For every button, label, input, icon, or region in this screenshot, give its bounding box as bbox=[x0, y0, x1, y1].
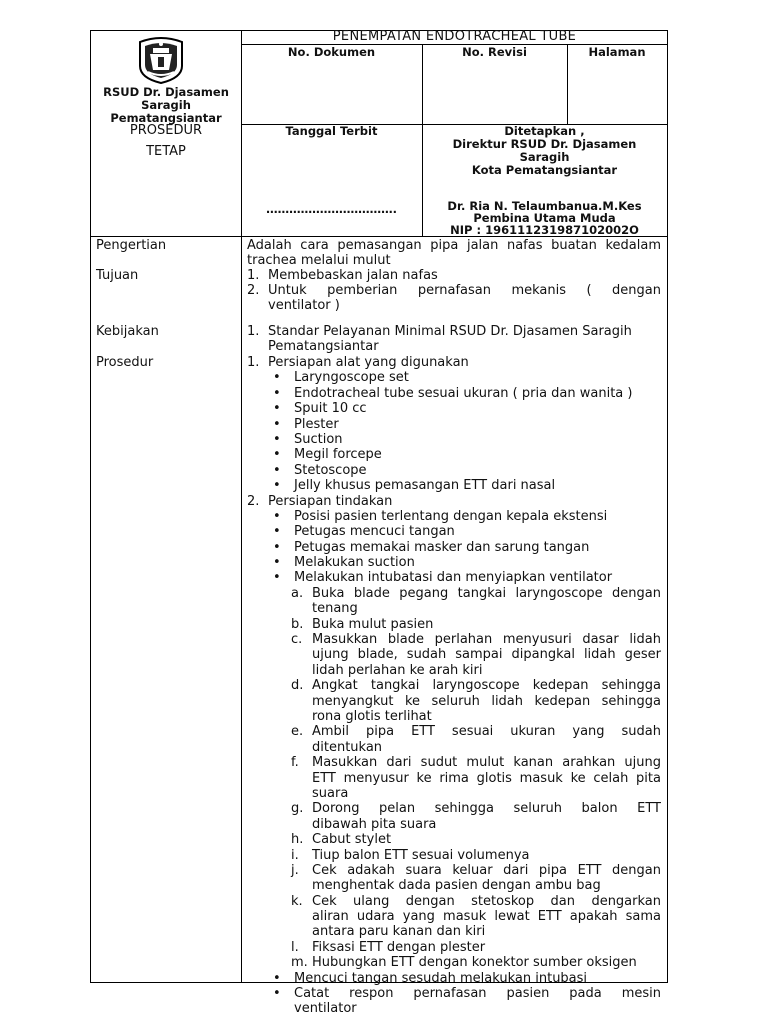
alat-item bbox=[247, 401, 667, 416]
hospital-name-line2: Saragih bbox=[141, 98, 191, 112]
pengertian-label: Pengertian bbox=[96, 238, 167, 253]
alat-item bbox=[247, 463, 667, 478]
step-text: Masukkan blade perlahan menyusuri dasar lidah bbox=[312, 632, 661, 648]
bullet-icon: • bbox=[273, 570, 281, 586]
signatory-rank: Pembina Utama Muda bbox=[473, 211, 616, 225]
step-text: Angkat tangkai laryngoscope kedepan sehingga bbox=[312, 678, 661, 694]
step-text: Cabut stylet bbox=[312, 832, 392, 848]
tujuan-label: Tujuan bbox=[96, 268, 139, 283]
intubation-step-cont bbox=[247, 924, 667, 939]
intubation-step bbox=[247, 586, 667, 601]
ditetapkan-label: Ditetapkan , bbox=[504, 124, 585, 138]
tujuan-1-text: Membebaskan jalan nafas bbox=[268, 268, 438, 283]
tindakan-list bbox=[247, 509, 667, 586]
intubation-step bbox=[247, 724, 667, 739]
tindakan-text: Petugas memakai masker dan sarung tangan bbox=[294, 539, 590, 555]
step-text: lidah perlahan ke arah kiri bbox=[312, 662, 483, 678]
tujuan-2-number: 2. bbox=[247, 283, 260, 298]
step-text: menghentak dada pasien dengan ambu bag bbox=[312, 878, 601, 894]
no-dokumen-label: No. Dokumen bbox=[287, 45, 376, 59]
intubation-step bbox=[247, 617, 667, 632]
step-marker: g. bbox=[291, 801, 304, 817]
tujuan-2-text: Untuk pemberian pernafasan mekanis ( dengan ventilator ) bbox=[268, 283, 661, 313]
halaman-label: Halaman bbox=[588, 45, 646, 59]
intubation-steps-list bbox=[247, 586, 667, 971]
direktur-line1: Direktur RSUD Dr. Djasamen bbox=[452, 137, 637, 151]
intubation-step-cont bbox=[247, 786, 667, 801]
alat-item bbox=[247, 370, 667, 385]
intubation-step bbox=[247, 632, 667, 647]
tindakan-text: Petugas mencuci tangan bbox=[294, 524, 455, 540]
step-text: Cek adakah suara keluar dari pipa ETT dengan bbox=[312, 862, 661, 878]
step-text: tenang bbox=[312, 601, 358, 617]
alat-item bbox=[247, 478, 667, 493]
alat-text: Stetoscope bbox=[294, 462, 367, 478]
hospital-logo bbox=[136, 36, 186, 84]
bullet-icon: • bbox=[273, 447, 281, 463]
alat-text: Plester bbox=[294, 416, 339, 432]
kebijakan-1-number: 1. bbox=[247, 324, 260, 339]
bullet-icon: • bbox=[273, 462, 281, 478]
alat-item bbox=[247, 417, 667, 432]
bullet-icon: • bbox=[273, 370, 281, 386]
tindakan-item bbox=[247, 555, 667, 570]
step-text: ditentukan bbox=[312, 739, 383, 755]
prosedur-step-1: 1. Persiapan alat yang digunakan bbox=[247, 355, 469, 370]
intubation-step bbox=[247, 801, 667, 816]
step-marker: e. bbox=[291, 724, 304, 740]
step-text: Tiup balon ETT sesuai volumenya bbox=[312, 847, 530, 863]
tanggal-terbit-label: Tanggal Terbit bbox=[285, 124, 378, 138]
alat-list bbox=[247, 370, 667, 493]
intubation-step-cont bbox=[247, 694, 667, 709]
prosedur-step-2: 2. Persiapan tindakan bbox=[247, 493, 393, 509]
kebijakan-1-text: Standar Pelayanan Minimal RSUD Dr. Djasamen Saragih Pematangsiantar bbox=[268, 324, 632, 354]
step-marker: k. bbox=[291, 893, 303, 909]
table-border-right bbox=[667, 30, 668, 983]
intubation-step-cont bbox=[247, 601, 667, 616]
after-bullet-1: • Mencuci tangan sesudah melakukan intubasi bbox=[273, 970, 588, 986]
intubation-step bbox=[247, 955, 667, 970]
step-marker: j. bbox=[291, 862, 299, 878]
tindakan-text: Melakukan intubatasi dan menyiapkan ventilator bbox=[294, 570, 613, 586]
step-text: dibawah pita suara bbox=[312, 816, 437, 832]
bullet-icon: • bbox=[273, 555, 281, 571]
intubation-step bbox=[247, 832, 667, 847]
prosedur-tetap-line2: TETAP bbox=[146, 144, 186, 159]
intubation-step-cont bbox=[247, 817, 667, 832]
step-text: Ambil pipa ETT sesuai ukuran yang sudah bbox=[312, 724, 661, 740]
intubation-step bbox=[247, 940, 667, 955]
kebijakan-label: Kebijakan bbox=[96, 324, 159, 339]
prosedur-label: Prosedur bbox=[96, 355, 154, 370]
step-marker: m. bbox=[291, 955, 308, 971]
tindakan-item bbox=[247, 509, 667, 524]
tanggal-terbit-dots: ……………………………. bbox=[266, 202, 397, 216]
alat-text: Laryngoscope set bbox=[294, 370, 409, 386]
step-marker: c. bbox=[291, 632, 303, 648]
after-bullet-2: • Catat respon pernafasan pasien pada mesin bbox=[273, 986, 661, 1002]
step-marker: d. bbox=[291, 678, 304, 694]
step-marker: a. bbox=[291, 585, 304, 601]
intubation-step-cont bbox=[247, 909, 667, 924]
step-text: rona glotis terlihat bbox=[312, 708, 432, 724]
intubation-step bbox=[247, 755, 667, 770]
hospital-name-line3: Pematangsiantar bbox=[110, 111, 222, 125]
alat-text: Spuit 10 cc bbox=[294, 401, 367, 417]
bullet-icon: • bbox=[273, 385, 281, 401]
step-text: menyangkut ke seluruh lidah kedepan sehingga bbox=[312, 693, 661, 709]
step-text: Fiksasi ETT dengan plester bbox=[312, 939, 486, 955]
bullet-icon: • bbox=[273, 524, 281, 540]
step-text: Dorong pelan sehingga seluruh balon ETT bbox=[312, 801, 661, 817]
tindakan-item bbox=[247, 570, 667, 585]
bullet-icon: • bbox=[273, 431, 281, 447]
bullet-icon: • bbox=[273, 508, 281, 524]
step-marker: l. bbox=[291, 939, 299, 955]
intubation-step-cont bbox=[247, 771, 667, 786]
alat-item bbox=[247, 432, 667, 447]
pengertian-text: Adalah cara pemasangan pipa jalan nafas buatan kedalam trachea melalui mulut bbox=[247, 238, 661, 268]
step-marker: i. bbox=[291, 847, 299, 863]
step-text: ETT menyusur ke rima glotis masuk ke celah pita bbox=[312, 770, 661, 786]
step-text: Buka mulut pasien bbox=[312, 616, 434, 632]
column-divider bbox=[241, 30, 242, 983]
bullet-icon: • bbox=[273, 401, 281, 417]
step-marker: f. bbox=[291, 755, 299, 771]
intubation-step-cont bbox=[247, 709, 667, 724]
document-title: PENEMPATAN ENDOTRACHEAL TUBE bbox=[332, 29, 577, 44]
bullet-icon: • bbox=[273, 416, 281, 432]
step-text: antara paru kanan dan kiri bbox=[312, 924, 486, 940]
alat-item bbox=[247, 386, 667, 401]
step-text: Masukkan dari sudut mulut kanan arahkan ujung bbox=[312, 755, 661, 771]
step-text: Buka blade pegang tangkai laryngoscope dengan bbox=[312, 585, 661, 601]
intubation-step bbox=[247, 678, 667, 693]
step-text: suara bbox=[312, 785, 349, 801]
alat-text: Endotracheal tube sesuai ukuran ( pria dan wanita ) bbox=[294, 385, 633, 401]
bullet-icon: • bbox=[273, 539, 281, 555]
step-marker: h. bbox=[291, 832, 304, 848]
intubation-step bbox=[247, 894, 667, 909]
alat-text: Suction bbox=[294, 431, 343, 447]
after-bullet-2-cont: ventilator bbox=[294, 1001, 357, 1017]
intubation-step bbox=[247, 848, 667, 863]
prosedur-tetap-line1: PROSEDUR bbox=[129, 123, 203, 138]
step-text: aliran udara yang masuk lewat ETT apakah sama bbox=[312, 909, 661, 925]
table-border-left bbox=[90, 30, 91, 983]
prosedur-list bbox=[247, 355, 667, 1017]
signatory-name: Dr. Ria N. Telaumbanua.M.Kes bbox=[447, 199, 642, 213]
tindakan-item bbox=[247, 524, 667, 539]
hospital-name-line1: RSUD Dr. Djasamen bbox=[103, 85, 229, 99]
step-text: Cek ulang dengan stetoskop dan dengarkan bbox=[312, 893, 661, 909]
step-marker: b. bbox=[291, 616, 304, 632]
tujuan-1-number: 1. bbox=[247, 268, 260, 283]
tindakan-text: Posisi pasien terlentang dengan kepala ekstensi bbox=[294, 508, 608, 524]
bullet-icon: • bbox=[273, 478, 281, 494]
intubation-step bbox=[247, 863, 667, 878]
intubation-step-cont bbox=[247, 740, 667, 755]
alat-text: Jelly khusus pemasangan ETT dari nasal bbox=[294, 478, 556, 494]
kota-label: Kota Pematangsiantar bbox=[471, 163, 618, 177]
intubation-step-cont bbox=[247, 878, 667, 893]
step-text: ujung blade, sudah sampai dipangkal lidah geser bbox=[312, 647, 661, 663]
signatory-nip: NIP : 196111231987102002O bbox=[450, 223, 639, 237]
direktur-line2: Saragih bbox=[519, 150, 570, 164]
alat-text: Megil forcepe bbox=[294, 447, 382, 463]
step-text: Hubungkan ETT dengan konektor sumber oksigen bbox=[312, 955, 637, 971]
intubation-step-cont bbox=[247, 663, 667, 678]
tindakan-text: Melakukan suction bbox=[294, 555, 415, 571]
no-revisi-label: No. Revisi bbox=[462, 45, 527, 59]
alat-item bbox=[247, 447, 667, 462]
tindakan-item bbox=[247, 540, 667, 555]
intubation-step-cont bbox=[247, 647, 667, 662]
